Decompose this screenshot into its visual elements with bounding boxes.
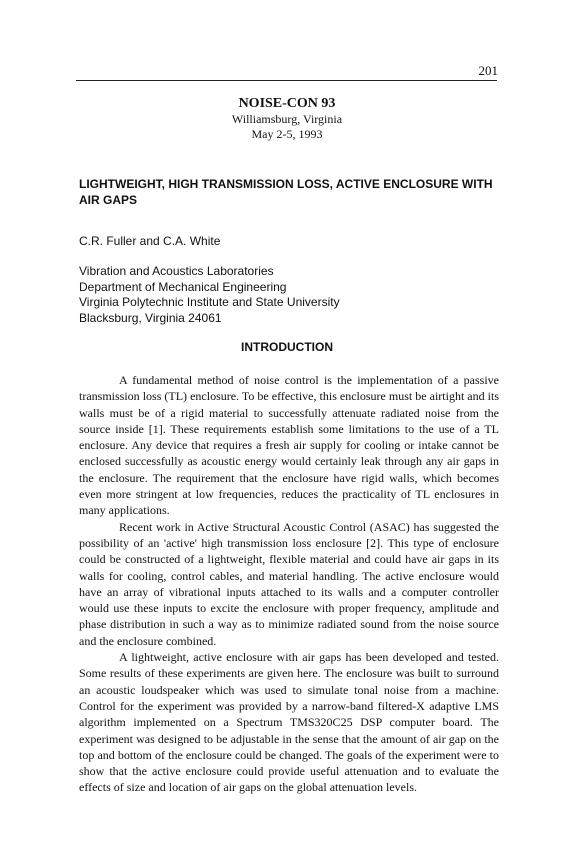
- affiliation-line: Blacksburg, Virginia 24061: [79, 310, 222, 325]
- section-heading: INTRODUCTION: [241, 340, 333, 354]
- paper-title: LIGHTWEIGHT, HIGH TRANSMISSION LOSS, ACTIVE ENCLOSURE WITH AIR GAPS: [79, 177, 493, 207]
- body-text: [79, 372, 499, 796]
- affiliation: [79, 264, 340, 326]
- paragraph: A fundamental method of noise control is the implementation of a passive transmission loss (TL) enclosure. To be effective, this enclosure must be airtight and its walls must be of a rigid material to successfully attenuate radiated noise from the source inside [1]. These requirements establish some limitations to the use of a TL enclosure. Any device that requires a fresh air supply for cooling or intake cannot be enclosed successfully as acoustic energy would certainly leak through any air gaps in the enclosure. The requirement that the enclosure have rigid walls, which becomes even more stringent at low frequencies, reduces the practicality of TL enclosures in many applications.: [79, 373, 499, 518]
- conference-dates: May 2-5, 1993: [251, 127, 323, 141]
- conference-name: NOISE-CON 93: [238, 96, 336, 111]
- header-rule: [76, 80, 497, 81]
- affiliation-line: Department of Mechanical Engineering: [79, 279, 287, 294]
- affiliation-line: Virginia Polytechnic Institute and State University: [79, 295, 340, 309]
- paragraph: A lightweight, active enclosure with air gaps has been developed and tested. Some results of these experiments are given here. The enclosure was built to surround an acoustic loudspeaker which was used to simulate tonal noise from a machine. Control for the experiment was provided by a narrow-band filtered-X adaptive LMS algorithm implemented on a Spectrum TMS320C25 DSP computer board. The experiment was designed to be adjustable in the sense that the amount of air gap on the top and bottom of the enclosure could be changed. The goals of the experiment were to show that the active enclosure could provide useful attenuation and to evaluate the effects of size and location of air gaps on the global attenuation levels.: [79, 650, 499, 795]
- conference-block: [0, 96, 574, 142]
- authors: C.R. Fuller and C.A. White: [79, 234, 221, 248]
- paragraph: Recent work in Active Structural Acoustic Control (ASAC) has suggested the possibility of an 'active' high transmission loss enclosure [2]. This type of enclosure could be constructed of a lightweight, flexible material and could have air gaps in its walls for cooling, control cables, and material handling. The active enclosure would have an array of vibrational inputs attached to its walls and a computer controller would use these inputs to excite the enclosure with proper frequency, amplitude and phase distribution in such a way as to minimize radiated sound from the noise source and the enclosure combined.: [79, 519, 499, 648]
- page-number: 201: [478, 63, 498, 78]
- affiliation-line: Vibration and Acoustics Laboratories: [79, 264, 274, 278]
- conference-location: Williamsburg, Virginia: [231, 112, 343, 126]
